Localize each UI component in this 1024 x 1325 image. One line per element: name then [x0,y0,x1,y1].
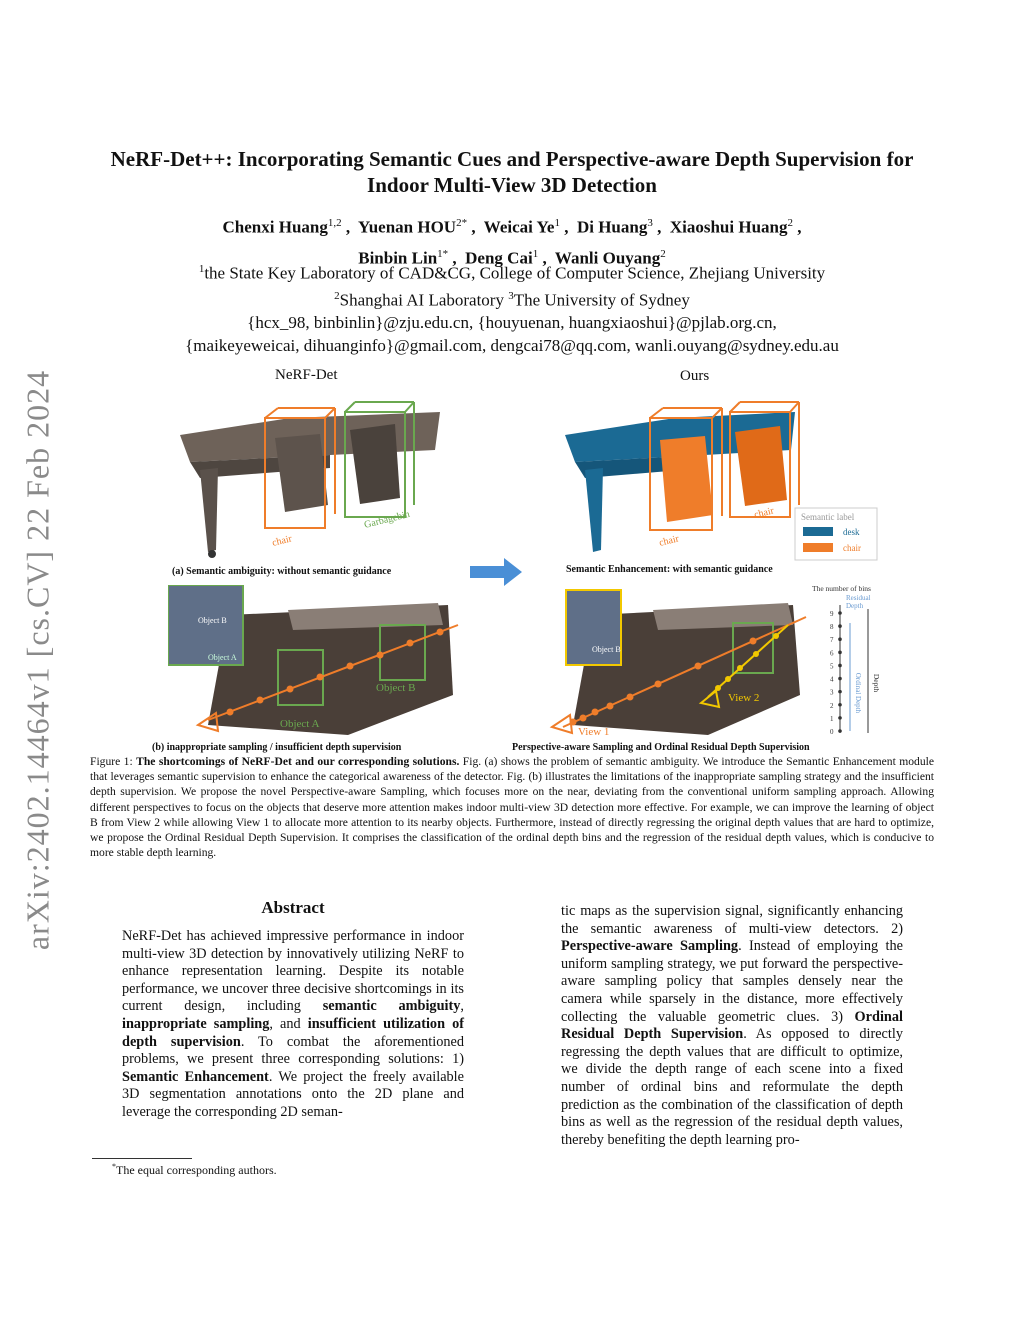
author: Di Huang [576,217,648,237]
depth-tick-mark [838,690,842,694]
depth-tick-mark [838,637,842,641]
label-view-1: View 1 [578,726,610,738]
panel-a-ours [555,390,885,562]
depth-tick-mark [838,624,842,628]
legend-swatch-chair [803,543,833,552]
author: Wanli Ouyang [554,248,661,268]
chair-left [660,436,713,522]
caption-b-left: (b) inappropriate sampling / insufficient depth supervision [152,742,402,753]
arxiv-id: arXiv:2402.14464v1 [cs.CV] 22 Feb 2024 [19,369,56,951]
depth-tick-mark [838,651,842,655]
desk-wheel [208,550,216,558]
label-chair: chair [271,533,294,549]
abstract-column-left: NeRF-Det has achieved impressive performance in indoor multi-view 3D detection by innovatively utilizing NeRF to enhance representation learning. Despite its notable performance, we uncover three decisive shortcomings in its current design, including semantic ambiguity, inappropriate sampling, and insufficient utilization of depth supervision. To combat the aforementioned problems, we present three corresponding solutions: 1) Semantic Enhancement. We project the freely available 3D segmentation annotations onto the 2D plane and leverage the corresponding 2D seman- [122,928,464,1120]
depth-axis-label: Depth [872,673,881,693]
label-chair: chair [658,533,681,549]
residual-depth-label: Depth [846,602,864,610]
paper-title: NeRF-Det++: Incorporating Semantic Cues and Perspective-aware Depth Supervision for Indoor Multi-View 3D Detection [110,147,914,197]
chair-right [735,426,787,506]
figure-right-title: Ours [680,368,710,384]
depth-tick-label: 6 [830,649,834,658]
semantic-legend [795,508,877,560]
caption-a-left: (a) Semantic ambiguity: without semantic guidance [172,566,392,577]
chair-right [350,424,400,504]
caption-a-right: Semantic Enhancement: with semantic guidance [566,564,773,575]
email-line-1: {hcx_98, binbinlin}@zju.edu.cn, {houyuenan, huangxiaoshui}@pjlab.org.cn, [247,313,777,333]
depth-tick-label: 3 [830,688,834,697]
author: Binbin Lin [358,248,438,268]
affiliations [100,258,924,357]
abstract-heading: Abstract [261,898,325,917]
legend-label-chair: chair [843,543,861,553]
depth-tick-mark [838,677,842,681]
panel-b-nerfdet [168,585,468,740]
chair-left [275,434,328,512]
footnote-rule [92,1158,192,1159]
author: Weicai Ye [483,217,555,237]
depth-tick-label: 4 [830,675,834,684]
author: Deng Cai [465,248,533,268]
abstract-column-right: tic maps as the supervision signal, significantly enhancing the semantic awareness of multi-view detectors. 2) Perspective-aware Sampling. Instead of employing the uniform sampling strategy, we put forward the perspective-aware sampling policy that samples densely near the camera while sparsely in the distance, more effectively collecting the valuable geometric clues. 3) Ordinal Residual Depth Supervision. As opposed to directly regressing the depth values that are difficult to optimize, we divide the depth range of each scene into a fixed number of ordinal bins and reformulate the depth prediction as the combination of the classification of depth bins as well as the regression of the residual depth values, thereby benefiting the depth learning pro- [561,903,903,1148]
author-line-1: Chenxi Huang$^{1,2}$ , Yuenan $HOU^{2*}$ , Weicai Ye$^1$ , Di Huang$^3$ , Xiaoshui Huang$^2$ , [222,217,802,237]
caption-b-right: Perspective-aware Sampling and Ordinal Residual Depth Supervision [512,742,810,753]
depth-tick-label: 7 [830,636,834,645]
arxiv-stamp [8,350,68,970]
desk-leg [200,468,218,552]
depth-tick-mark [838,703,842,707]
depth-tick-label: 0 [830,728,834,736]
depth-tick-mark [838,729,842,733]
depth-tick-mark [838,716,842,720]
depth-tick-label: 9 [830,610,834,618]
ordinal-depth-label: Ordinal Depth [854,672,862,714]
depth-scale-title: The number of bins [812,584,871,593]
depth-tick-label: 1 [830,714,834,723]
label-object-a-inset: Object A [208,653,237,662]
figure-caption: Figure 1: The shortcomings of NeRF-Det and our corresponding solutions. Fig. (a) shows the problem of semantic ambiguity. We introduce the Semantic Enhancement module that leverages semantic supervision to enhance the categorical awareness of the detector. Fig. (b) illustrates the limitations of the inappropriate sampling strategy and the insufficient depth supervision. We propose the novel Perspective-aware Sampling, which focuses more on the near, deviating from the conventional uniform sampling approach. Allowing different perspectives to focus on the objects that deserve more attention makes indoor multi-view 3D detection more effective. For example, we can improve the learning of object B from View 2 while allowing View 1 to allocate more attention to its nearby objects. Furthermore, instead of directly regressing the original depth values that are hard to optimize, we propose the Ordinal Residual Depth Supervision. It comprises the classification of the ordinal depth bins and the regression of the residual depth values, which is conducive to more stable depth learning. [90,755,935,860]
author: Xiaoshui Huang [669,217,788,237]
affiliation-2: $^2$Shanghai AI Laboratory $^3$The University of Sydney [334,289,690,310]
footnote: *The equal corresponding authors. [112,1162,277,1177]
label-object-b-inset: Object B [592,645,621,654]
label-garbagebin: Garbagebin [363,508,411,531]
panel-b-ours [538,585,810,740]
label-object-b-inset: Object B [198,616,227,625]
email-line-2: {maikeyeweicai, dihuanginfo}@gmail.com, dengcai78@qq.com, wanli.ouyang@sydney.edu.au [185,336,839,356]
panel-a-nerfdet [170,390,460,562]
desk-leg [585,468,603,552]
author: Chenxi Huang [222,217,328,237]
author: Yuenan HOU [357,217,457,237]
affiliation-1: $^1$the State Key Laboratory of CAD&CG, College of Computer Science, Zhejiang University [198,263,826,283]
legend-swatch-desk [803,527,833,536]
label-chair: chair [753,505,776,521]
author-line-2: Binbin Lin$^{1*}$ , Deng Cai$^1$ , Wanli Ouyang$^2$ [358,247,666,268]
label-object-b: Object B [376,682,416,694]
depth-tick-label: 8 [830,623,834,632]
depth-scale [810,583,890,741]
figure-left-title: NeRF-Det [275,367,338,383]
legend-title: Semantic label [801,512,855,522]
depth-tick-label: 5 [830,662,834,671]
depth-tick-mark [838,664,842,668]
label-object-a: Object A [280,718,320,730]
legend-label-desk: desk [843,527,860,537]
residual-label: Residual [846,594,871,602]
arrow-icon [470,558,525,586]
depth-tick-mark [838,611,842,615]
label-view-2: View 2 [728,692,760,704]
depth-tick-label: 2 [830,701,834,710]
